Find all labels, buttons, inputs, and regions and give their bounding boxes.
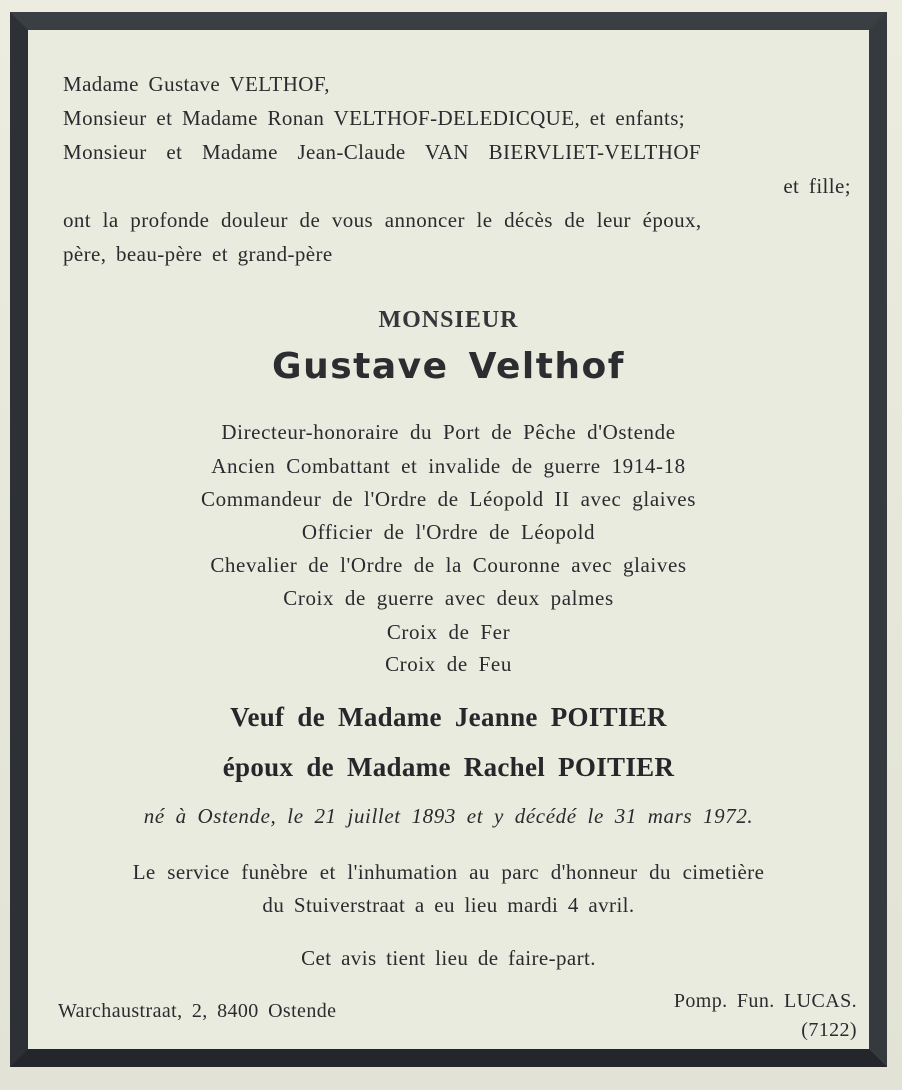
announcement-line: ont la profonde douleur de vous annoncer le décès de leur époux,	[63, 208, 702, 232]
address: Warchaustraat, 2, 8400 Ostende	[58, 1000, 337, 1022]
deceased-name: Gustave Velthof	[272, 346, 625, 387]
family-line: et fille;	[783, 174, 851, 198]
family-line: Madame Gustave VELTHOF,	[63, 72, 330, 96]
undertaker: Pomp. Fun. LUCAS.	[673, 990, 857, 1012]
birth-death-line: né à Ostende, le 21 juillet 1893 et y décédé le 31 mars 1972.	[143, 804, 754, 828]
announcement-line: père, beau-père et grand-père	[63, 242, 333, 266]
reference-number: (7122)	[801, 1019, 857, 1041]
spouse-line: époux de Madame Rachel POITIER	[222, 752, 675, 782]
title-line: Ancien Combattant et invalide de guerre 1914-18	[211, 454, 686, 478]
title-line: Commandeur de l'Ordre de Léopold II avec glaives	[200, 487, 696, 511]
honorific: MONSIEUR	[378, 307, 519, 333]
title-line: Officier de l'Ordre de Léopold	[301, 520, 596, 544]
faire-part-line: Cet avis tient lieu de faire-part.	[301, 946, 596, 970]
title-line: Directeur-honoraire du Port de Pêche d'Ostende	[221, 420, 676, 444]
service-line: du Stuiverstraat a eu lieu mardi 4 avril.	[262, 893, 635, 917]
obituary-notice	[28, 30, 869, 1049]
title-line: Croix de Fer	[386, 620, 511, 644]
title-line: Chevalier de l'Ordre de la Couronne avec glaives	[210, 553, 687, 577]
family-line: Monsieur et Madame Jean-Claude VAN BIERVLIET-VELTHOF	[63, 140, 701, 164]
service-line: Le service funèbre et l'inhumation au parc d'honneur du cimetière	[132, 860, 765, 884]
widower-line: Veuf de Madame Jeanne POITIER	[230, 702, 667, 732]
title-line: Croix de guerre avec deux palmes	[283, 586, 614, 610]
title-line: Croix de Feu	[385, 652, 512, 676]
obituary-frame	[10, 12, 887, 1067]
family-line: Monsieur et Madame Ronan VELTHOF-DELEDICQUE, et enfants;	[63, 106, 686, 130]
